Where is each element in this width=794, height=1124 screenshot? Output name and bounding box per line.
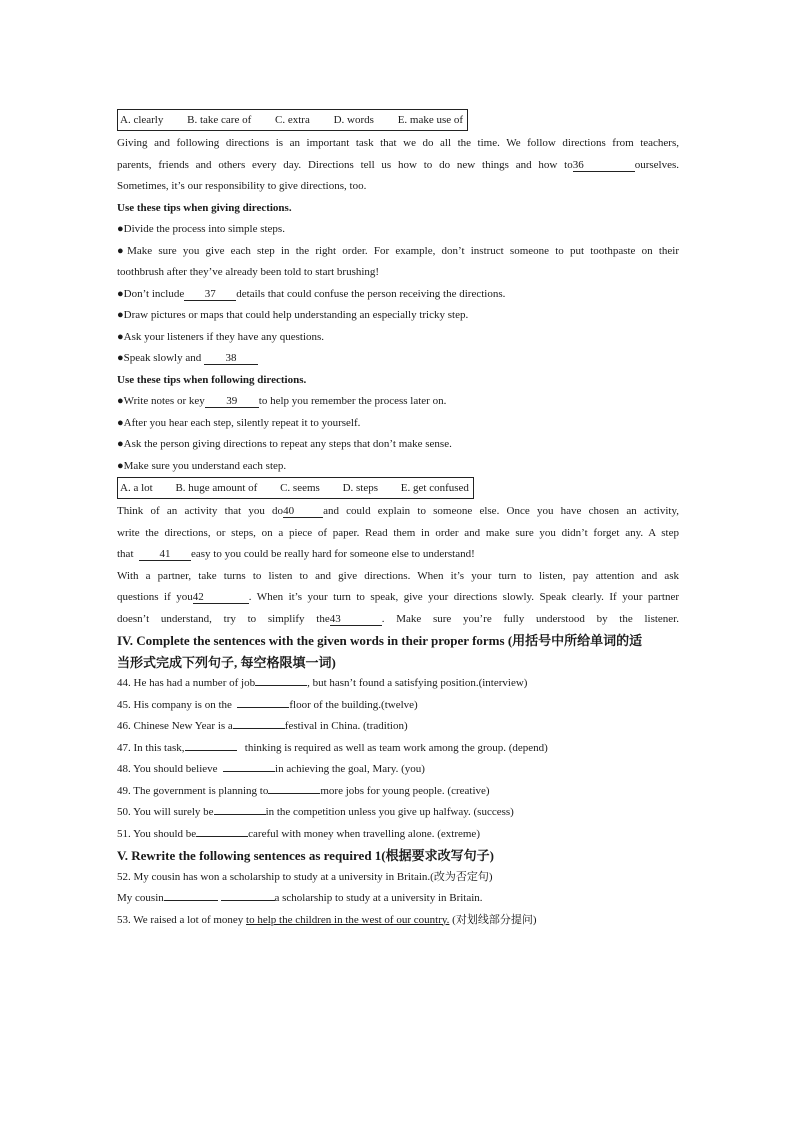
- passage-line: that 41 easy to you could be really hard for someone else to understand!: [117, 548, 475, 560]
- word-option: D. steps: [342, 482, 379, 494]
- answer-blank[interactable]: [233, 728, 285, 729]
- word-option: D. words: [333, 114, 374, 126]
- worksheet-page: [117, 109, 679, 931]
- question-50: 50. You will surely be in the competition unless you give up halfway. (success): [117, 806, 514, 818]
- answer-blank[interactable]: 42: [193, 591, 249, 604]
- word-option: C. extra: [275, 114, 310, 126]
- word-option: C. seems: [280, 482, 320, 494]
- question-52: 52. My cousin has won a scholarship to study at a university in Britain.(改为否定句): [117, 870, 493, 883]
- bullet-item: ●Make sure you understand each step.: [117, 459, 287, 472]
- answer-blank[interactable]: 36: [573, 159, 635, 172]
- bullet-item: ●Ask your listeners if they have any questions.: [117, 330, 325, 343]
- answer-blank[interactable]: [164, 900, 218, 901]
- bullet-item: ●Speak slowly and 38: [117, 348, 679, 370]
- question-47: 47. In this task, thinking is required as well as team work among the group. (depend): [117, 741, 548, 754]
- bullet-item: ●Divide the process into simple steps.: [117, 223, 285, 235]
- bullet-item: ●Write notes or key 39 to help you remember the process later on.: [117, 395, 447, 407]
- word-option: B. huge amount of: [175, 482, 258, 494]
- bullet-item: toothbrush after they’ve already been told to start brushing!: [117, 266, 380, 278]
- word-option: A. clearly: [120, 114, 164, 126]
- question-52-answer: My cousin a scholarship to study at a university in Britain.: [117, 892, 483, 904]
- answer-blank[interactable]: [223, 771, 275, 772]
- word-option: E. get confused: [400, 482, 469, 494]
- word-option: E. make use of: [397, 114, 464, 126]
- passage-line: write the directions, or steps, on a piece of paper. Read them in order and make sure you didn’t forget any. A step: [117, 526, 679, 539]
- passage-line: parents, friends and others every day. Directions tell us how to do new things and how to36 ourselves.: [117, 158, 679, 171]
- passage-line: Sometimes, it’s our responsibility to give directions, too.: [117, 180, 367, 192]
- section-iv-heading: IV. Complete the sentences with the given words in their proper forms (用括号中所给单词的适: [117, 633, 643, 648]
- answer-blank[interactable]: [214, 814, 266, 815]
- passage-line: With a partner, take turns to listen to and give directions. When it’s your turn to listen, pay attention and ask: [117, 569, 679, 582]
- bullet-item: ●Draw pictures or maps that could help understanding an especially tricky step.: [117, 309, 469, 321]
- question-48: 48. You should believe in achieving the goal, Mary. (you): [117, 763, 425, 775]
- section-heading: Use these tips when giving directions.: [117, 201, 292, 214]
- answer-blank[interactable]: [221, 900, 275, 901]
- section-heading: Use these tips when following directions.: [117, 373, 307, 386]
- answer-blank[interactable]: 39: [205, 395, 259, 408]
- word-option: B. take care of: [187, 114, 252, 126]
- question-53: 53. We raised a lot of money to help the children in the west of our country. (对划线部分提问): [117, 913, 537, 926]
- section-v-heading: V. Rewrite the following sentences as required 1(根据要求改写句子): [117, 848, 494, 863]
- bullet-item: ●Don’t include 37 details that could confuse the person receiving the directions.: [117, 287, 506, 300]
- bullet-item: ●Make sure you give each step in the right order. For example, don’t instruct someone to put toothpaste on their: [117, 244, 679, 257]
- section-iv-heading-cont: 当形式完成下列句子, 每空格限填一词): [117, 654, 336, 670]
- passage-line: Think of an activity that you do40 and could explain to someone else. Once you have chosen an activity,: [117, 505, 679, 517]
- answer-blank[interactable]: [237, 707, 289, 708]
- word-bank-box-2: [117, 477, 474, 499]
- bullet-item: ●After you hear each step, silently repeat it to yourself.: [117, 416, 361, 429]
- word-option: A. a lot: [120, 482, 153, 494]
- question-49: 49. The government is planning to more jobs for young people. (creative): [117, 784, 490, 797]
- bullet-item: ●Ask the person giving directions to repeat any steps that don’t make sense.: [117, 438, 452, 450]
- question-45: 45. His company is on the floor of the building.(twelve): [117, 698, 418, 711]
- question-51: 51. You should be careful with money when travelling alone. (extreme): [117, 827, 480, 840]
- answer-blank[interactable]: 41: [139, 548, 191, 561]
- underlined-phrase: to help the children in the west of our country.: [246, 913, 450, 926]
- answer-blank[interactable]: 38: [204, 352, 258, 365]
- answer-blank[interactable]: 43: [330, 613, 382, 626]
- passage-line: doesn’t understand, try to simplify the43 . Make sure you’re fully understood by the listener.: [117, 612, 679, 625]
- answer-blank[interactable]: [268, 793, 320, 794]
- answer-blank[interactable]: [185, 750, 237, 751]
- answer-blank[interactable]: 37: [184, 288, 236, 301]
- passage-line: questions if you42 . When it’s your turn to speak, give your directions slowly. Speak clearly. If your partner: [117, 591, 679, 603]
- answer-blank[interactable]: [255, 685, 307, 686]
- answer-blank[interactable]: [196, 836, 248, 837]
- word-bank-box-1: [117, 109, 468, 131]
- question-44: 44. He has had a number of job , but hasn’t found a satisfying position.(interview): [117, 677, 528, 689]
- answer-blank[interactable]: 40: [283, 505, 323, 518]
- passage-line: Giving and following directions is an important task that we do all the time. We follow directions from teachers,: [117, 137, 679, 149]
- question-46: 46. Chinese New Year is a festival in China. (tradition): [117, 720, 408, 732]
